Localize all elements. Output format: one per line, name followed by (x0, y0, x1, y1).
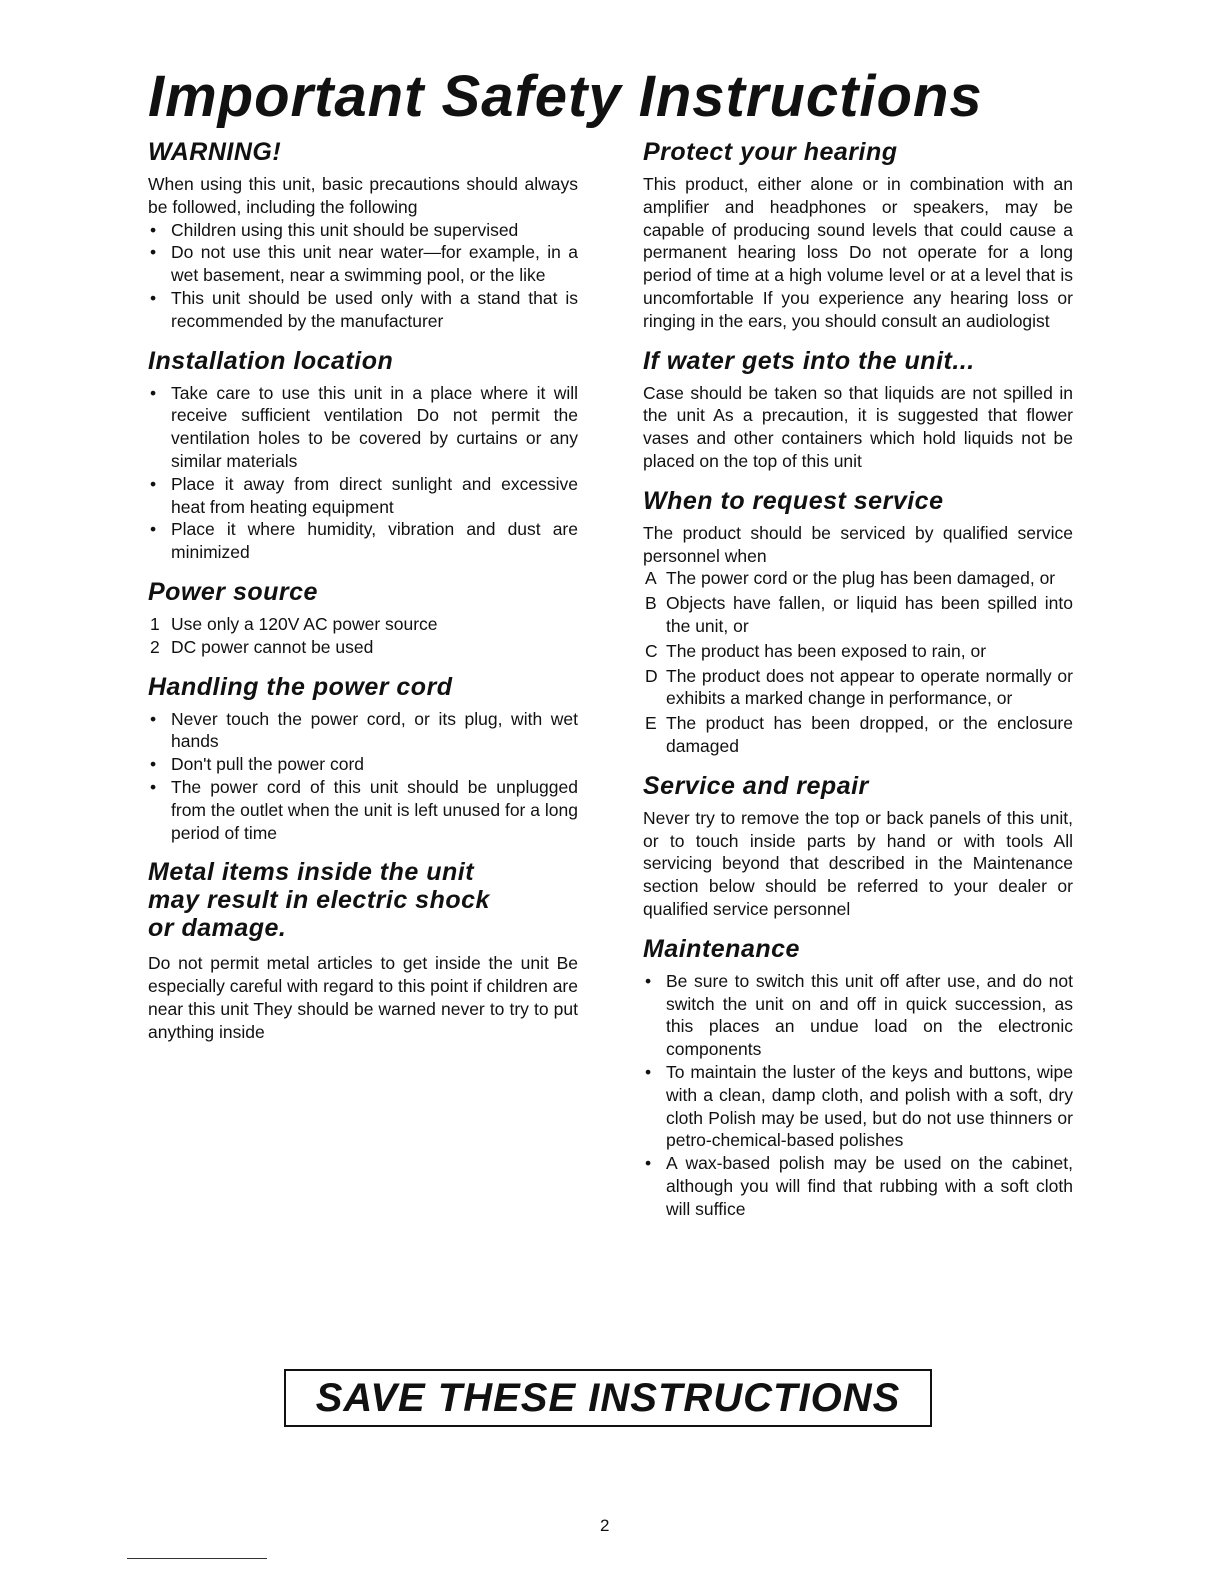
page-title: Important Safety Instructions (148, 64, 983, 129)
left-column (148, 138, 578, 1058)
power-cord-heading: Handling the power cord (148, 672, 453, 701)
metal-items-section (148, 858, 578, 1043)
service-request-heading: When to request service (643, 486, 944, 515)
list-item: A The power cord or the plug has been damaged, or (645, 568, 1056, 589)
list-item: • Don't pull the power cord (150, 754, 365, 775)
list-item: 1 Use only a 120V AC power source (150, 613, 438, 634)
list-item: • This unit should be used only with a stand that is recommended by the manufacturer (150, 287, 578, 331)
list-item: • Do not use this unit near water—for example, in a wet basement, near a swimming pool, or the like (150, 242, 578, 286)
installation-section (148, 347, 578, 564)
warning-section (148, 138, 578, 333)
water-body: Case should be taken so that liquids are not spilled in the unit As a precaution, it is suggested that flower vases and other containers which hold liquids not be placed on the top of this unit (643, 382, 1073, 471)
metal-items-heading: Metal items inside the unit may result in electric shock or damage. (148, 858, 490, 943)
list-item: • Never touch the power cord, or its plug, with wet hands (150, 708, 578, 752)
installation-heading: Installation location (148, 346, 394, 375)
warning-heading: WARNING! (148, 138, 282, 166)
power-cord-section (148, 673, 578, 845)
maintenance-list (643, 970, 1073, 1221)
list-item: • The power cord of this unit should be unplugged from the outlet when the unit is left unused for a long period of time (150, 776, 578, 843)
list-item: • Children using this unit should be supervised (150, 219, 519, 240)
page-number: 2 (600, 1516, 610, 1535)
maintenance-section (643, 935, 1073, 1221)
service-request-list (643, 567, 1073, 757)
hearing-section (643, 138, 1073, 333)
repair-section (643, 772, 1073, 921)
list-item: E The product has been dropped, or the enclosure damaged (645, 713, 1073, 756)
list-item: • Place it where humidity, vibration and dust are minimized (150, 519, 578, 563)
footnote-divider (127, 1558, 267, 1559)
maintenance-heading: Maintenance (643, 934, 800, 963)
list-item: • Be sure to switch this unit off after use, and do not switch the unit on and off in quick succession, as this places an undue load on the electronic components (645, 970, 1073, 1060)
warning-intro: When using this unit, basic precautions should always be followed, including the following (148, 174, 578, 217)
list-item: • To maintain the luster of the keys and buttons, wipe with a clean, damp cloth, and polish with a soft, dry cloth Polish may be used, but do not use thinners or petro-chemical-based polishes (645, 1061, 1073, 1151)
right-column (643, 138, 1073, 1234)
warning-list (148, 219, 578, 333)
save-instructions-text: SAVE THESE INSTRUCTIONS (315, 1376, 901, 1420)
hearing-heading: Protect your hearing (643, 138, 898, 166)
list-item: • Take care to use this unit in a place where it will receive sufficient ventilation Do not permit the ventilation holes to be covered by curtains or any similar materials (150, 382, 578, 471)
list-item: • A wax-based polish may be used on the cabinet, although you will find that rubbing with a soft cloth will suffice (645, 1153, 1073, 1219)
service-request-intro: The product should be serviced by qualified service personnel when (643, 522, 1073, 566)
service-request-section (643, 487, 1073, 758)
repair-heading: Service and repair (643, 771, 869, 800)
power-cord-list (148, 708, 578, 845)
power-list (148, 613, 578, 659)
water-heading: If water gets into the unit... (643, 346, 975, 375)
water-section (643, 347, 1073, 473)
power-section (148, 578, 578, 659)
list-item: C The product has been exposed to rain, or (645, 640, 987, 661)
installation-list (148, 382, 578, 564)
hearing-body: This product, either alone or in combination with an amplifier and headphones or speakers, may be capable of producing sound levels that could cause a permanent hearing loss Do not operate for a long period of time at a high volume level or at a level that is uncomfortable If you experience any hearing loss or ringing in the ears, you should consult an audiologist (643, 174, 1073, 331)
repair-body: Never try to remove the top or back panels of this unit, or to touch inside parts by hand or with tools All servicing beyond that described in the Maintenance section below should be referred to your dealer or qualified service personnel (643, 807, 1073, 919)
list-item: • Place it away from direct sunlight and excessive heat from heating equipment (150, 473, 578, 517)
list-item: B Objects have fallen, or liquid has been spilled into the unit, or (645, 593, 1073, 636)
list-item: D The product does not appear to operate normally or exhibits a marked change in performance, or (645, 665, 1073, 709)
metal-items-body: Do not permit metal articles to get inside the unit Be especially careful with regard to this point if children are near this unit They should be warned never to try to put anything inside (148, 953, 578, 1042)
list-item: 2 DC power cannot be used (150, 636, 374, 657)
power-heading: Power source (148, 577, 318, 606)
save-instructions-box (284, 1369, 932, 1427)
